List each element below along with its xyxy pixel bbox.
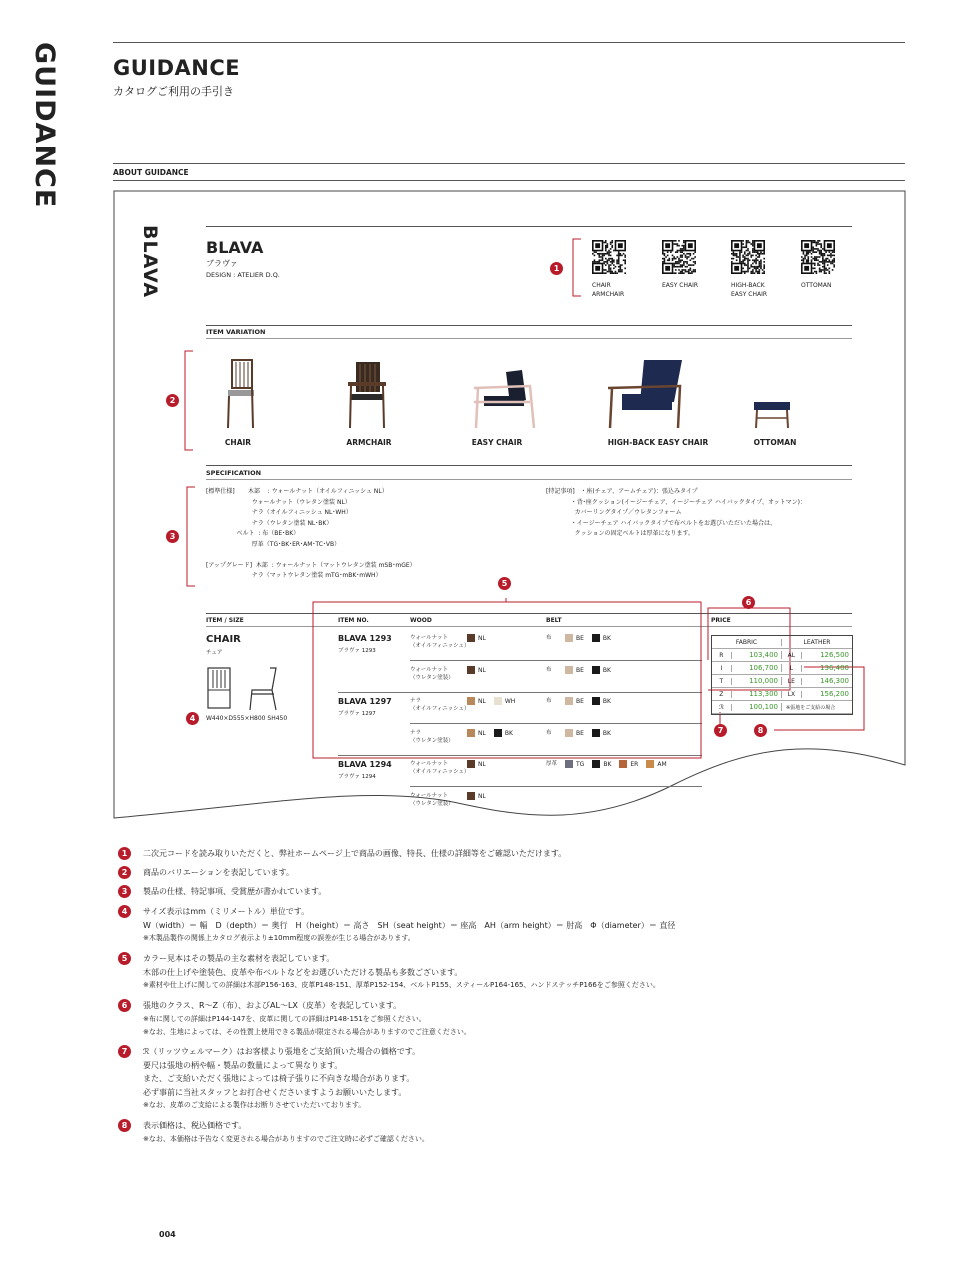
leather-grade: LX [782, 691, 802, 698]
price-row [712, 701, 852, 714]
product-designer: DESIGN : ATELIER D.Q. [206, 271, 280, 279]
chair-image [222, 358, 258, 430]
note-number: 8 [118, 1119, 131, 1132]
qr-code-high-back[interactable] [731, 240, 765, 274]
belt-code: BK [602, 634, 611, 642]
sample-vertical-name: BLAVA [139, 225, 161, 299]
note-number: 3 [118, 885, 131, 898]
wood-finish: ウォールナット （オイルフィニッシュ） [410, 761, 470, 775]
belt-code: BK [603, 760, 612, 768]
qr-label-easy-chair: EASY CHAIR [662, 282, 699, 289]
wood-finish: ナラ （オイルフィニッシュ） [410, 698, 470, 712]
belt-code: BE [576, 666, 584, 674]
qr-label-ottoman: OTTOMAN [801, 282, 832, 289]
qr-code-easy-chair[interactable] [662, 240, 696, 274]
header-wood: WOOD [410, 617, 432, 624]
note-number: 6 [118, 999, 131, 1012]
variation-rule-top [206, 325, 852, 326]
item-number: BLAVA 1293 [338, 634, 392, 643]
callout-5: 5 [498, 577, 511, 590]
guidance-note [118, 1119, 429, 1146]
belt-type: 厚革 [546, 761, 558, 767]
item-number-kana: ブラヴァ 1294 [338, 774, 376, 780]
note-sub: ※なお、本価格は予告なく変更される場合がありますのでご注文時に必ずご確認ください。 [143, 1134, 429, 1143]
wood-code: NL [478, 729, 486, 737]
color-sample-highlight [312, 598, 704, 762]
header-belt: BELT [546, 617, 562, 624]
note-line: サイズ表示はmm（ミリメートル）単位です。 [143, 907, 310, 916]
note-line: 表示価格は、税込価格です。 [143, 1121, 247, 1130]
header-item-no: ITEM NO. [338, 617, 369, 624]
callout-8: 8 [754, 724, 767, 737]
variation-label-armchair: ARMCHAIR [346, 438, 392, 447]
belt-type: 布 [546, 698, 552, 704]
note-sub: ※なお、生地によっては、その性質上使用できる製品が限定される場合がありますのでご注意ください。 [143, 1028, 471, 1036]
high-back-easy-chair-image [604, 358, 686, 430]
leather-price: 136,400 [820, 664, 850, 672]
vertical-page-title: GUIDANCE [29, 42, 60, 209]
wood-finish: ウォールナット （ウレタン塗装） [410, 667, 454, 681]
variation-label-easy-chair: EASY CHAIR [471, 438, 523, 447]
guidance-note [118, 952, 660, 993]
callout-1: 1 [550, 262, 563, 275]
guidance-note [118, 999, 471, 1040]
wood-swatch [467, 792, 475, 800]
fabric-price: 113,300 [732, 690, 782, 698]
armchair-image [344, 358, 390, 430]
callout-3: 3 [166, 530, 179, 543]
fabric-grade: T [712, 678, 732, 685]
price-row [712, 688, 852, 701]
ottoman-image [752, 398, 792, 430]
price-row [712, 662, 852, 675]
belt-code: AM [657, 760, 667, 768]
note-line: カラー見本はその製品の主な素材を表記しています。 [143, 954, 335, 963]
header-price: PRICE [711, 617, 731, 624]
callout-6: 6 [742, 596, 755, 609]
item-number-kana: ブラヴァ 1293 [338, 648, 376, 654]
leather-price: 156,200 [820, 690, 850, 698]
note-number: 5 [118, 952, 131, 965]
note-line: ℛ（リッツウェルマーク）はお客様より張地をご支給頂いた場合の価格です。 [143, 1047, 421, 1056]
note-sub: ※布に関しての詳細はP144-147を、皮革に関しての詳細はP148-151をご参照ください。 [143, 1014, 426, 1023]
item-number: BLAVA 1297 [338, 697, 392, 706]
about-rule-bottom [113, 180, 905, 181]
fabric-price: 103,400 [732, 651, 782, 659]
leather-label: LEATHER [803, 638, 831, 646]
note-number: 1 [118, 847, 131, 860]
leather-grade: L [782, 665, 802, 672]
qr-label-high-back: HIGH-BACK EASY CHAIR [731, 282, 768, 298]
belt-code: BE [576, 634, 584, 642]
guidance-note [118, 885, 326, 899]
leather-price: 126,500 [820, 651, 850, 659]
price-table [711, 635, 853, 715]
fabric-price: 110,000 [732, 677, 782, 685]
about-rule-top [113, 163, 905, 164]
belt-code: BE [576, 697, 584, 705]
spec-notes-text: [特記事項] ・座(チェア、アームチェア)：張込みタイプ ・背･座クッション(イージーチェア、イージーチェア ハイバックタイプ、オットマン)： カバーリングタイプ／ウレタンフォーム ・イージーチェア ハイバックタイプで布ベルトをお選びいただいた場合は、 クッションの固定ベルトは厚革になります。 [546, 488, 806, 537]
product-name: BLAVA [206, 238, 264, 257]
wood-finish: ナラ （ウレタン塗装） [410, 730, 454, 744]
belt-type: 布 [546, 667, 552, 673]
note-line: 二次元コードを読み取りいただくと、弊社ホームページ上で商品の画像、特長、仕様の詳細等をご確認いただけます。 [143, 849, 567, 858]
guidance-note [118, 866, 294, 880]
wood-code: NL [478, 666, 486, 674]
page-subtitle: カタログご利用の手引き [113, 85, 234, 98]
wood-code: NL [478, 697, 486, 705]
spec-standard-text: [標準仕様] 木部 : ウォールナット（オイルフィニッシュ NL） ウォールナット（ウレタン塗装 NL） ナラ（オイルフィニッシュ NL･WH） ナラ（ウレタン塗装 NL･BK） ベルト : 布（BE･BK） 厚革（TG･BK･ER･AM･TC･VB） [アップグレード] 木部 : ウォールナット（マットウレタン塗装 mSB･mGE） ナラ（マットウレタン塗装 mTG･mBK･mWH） [206, 488, 416, 579]
note-line: 要尺は張地の柄や幅・製品の数量によって異なります。 [143, 1060, 343, 1070]
fabric-grade: R [712, 652, 732, 659]
chair-line-drawing [204, 666, 282, 712]
row-divider [410, 786, 702, 787]
belt-code: BE [576, 729, 584, 737]
callout-4: 4 [186, 712, 199, 725]
wood-code: BK [504, 729, 513, 737]
guidance-note [118, 847, 566, 861]
leather-grade: AL [782, 652, 802, 659]
spec-rule-top [206, 465, 852, 466]
note-number: 2 [118, 866, 131, 879]
product-kana: ブラヴァ [206, 259, 238, 268]
wood-swatches [467, 792, 494, 800]
item-name: CHAIR [206, 634, 241, 645]
fabric-grade: Z [712, 691, 732, 698]
variation-rule-bottom [206, 338, 852, 339]
note-number: 4 [118, 905, 131, 918]
belt-type: 布 [546, 635, 552, 641]
wood-finish: ウォールナット （オイルフィニッシュ） [410, 635, 470, 649]
fabric-price: 100,100 [732, 703, 782, 711]
qr-label-chair: CHAIR ARMCHAIR [592, 282, 625, 298]
wood-code: NL [478, 760, 486, 768]
page-number: 004 [159, 1230, 176, 1239]
qr-code-chair[interactable] [592, 240, 626, 274]
price-note: ※張地をご支給の場合 [786, 704, 836, 711]
easy-chair-image [470, 368, 540, 430]
belt-code: BK [602, 697, 611, 705]
fabric-grade: ℛ [712, 704, 732, 711]
note-line: また、ご支給いただく張地によっては椅子張りに不向きな場合があります。 [143, 1074, 415, 1083]
note-line: 商品のバリエーションを表記しています。 [143, 868, 294, 877]
variation-label-ottoman: OTTOMAN [753, 438, 797, 447]
note-line: 必ず事前に当社スタッフとお打合せくださいますようお願いいたします。 [143, 1087, 407, 1097]
item-number: BLAVA 1294 [338, 760, 392, 769]
qr-code-ottoman[interactable] [801, 240, 835, 274]
fabric-price: 106,700 [732, 664, 782, 672]
callout-7: 7 [714, 724, 727, 737]
belt-code: BK [602, 729, 611, 737]
note-sub: ※なお、皮革のご支給による製作はお断りさせていただいております。 [143, 1101, 366, 1109]
note-sub: ※木製品製作の関係上カタログ表示より±10mm程度の誤差が生じる場合があります。 [143, 934, 415, 942]
header-item-size: ITEM / SIZE [206, 617, 244, 624]
note-line: 張地のクラス、R〜Z（布）、およびAL〜LX（皮革）を表記しています。 [143, 1001, 402, 1010]
belt-code: ER [630, 760, 639, 768]
item-size: W440×D555×H800 SH450 [206, 715, 288, 722]
note-line: 製品の仕様、特記事項、受賞歴が書かれています。 [143, 887, 327, 896]
guidance-note [118, 905, 675, 946]
callout-2: 2 [166, 394, 179, 407]
top-rule [113, 42, 905, 43]
variation-bracket [184, 350, 194, 452]
sample-top-rule [206, 226, 852, 227]
item-variation-label: ITEM VARIATION [206, 328, 266, 336]
qr-bracket [572, 238, 582, 298]
wood-finish: ウォールナット （ウレタン塗装） [410, 793, 454, 807]
item-number-kana: ブラヴァ 1297 [338, 711, 376, 717]
fabric-label: FABRIC [712, 639, 782, 646]
note-line: W（width）＝ 幅 D（depth）＝ 奥行 H（height）＝ 高さ SH（seat height）＝ 座高 AH（arm height）＝ 肘高 Φ（diameter）＝ 直径 [143, 920, 676, 930]
item-kana: チェア [206, 650, 223, 656]
leather-price: 146,300 [820, 677, 850, 685]
variation-label-high-back: HIGH-BACK EASY CHAIR [607, 438, 709, 447]
wood-code: NL [478, 792, 486, 800]
note-line: 木部の仕上げや塗装色、皮革や布ベルトなどをお選びいただける製品も多数ございます。 [143, 967, 463, 977]
belt-code: BK [602, 666, 611, 674]
wood-code: NL [478, 634, 486, 642]
guidance-note [118, 1045, 420, 1113]
page-title: GUIDANCE [113, 56, 241, 80]
wood-code: WH [504, 697, 516, 705]
spec-bracket [186, 486, 196, 588]
leather-grade: LE [782, 678, 802, 685]
price-row [712, 675, 852, 688]
specification-label: SPECIFICATION [206, 469, 262, 477]
note-sub: ※素材や仕上げに関しての詳細は木部P156-163、皮革P148-151、厚革P152-154、ベルトP155、スティールP164-165、ハンドステッチP166をご参照ください。 [143, 981, 660, 989]
spec-rule-bottom [206, 479, 852, 480]
note-number: 7 [118, 1045, 131, 1058]
belt-type: 布 [546, 730, 552, 736]
about-label: ABOUT GUIDANCE [113, 168, 189, 177]
price-row [712, 649, 852, 662]
belt-code: TG [576, 760, 585, 768]
fabric-grade: I [712, 665, 732, 672]
variation-label-chair: CHAIR [224, 438, 252, 447]
